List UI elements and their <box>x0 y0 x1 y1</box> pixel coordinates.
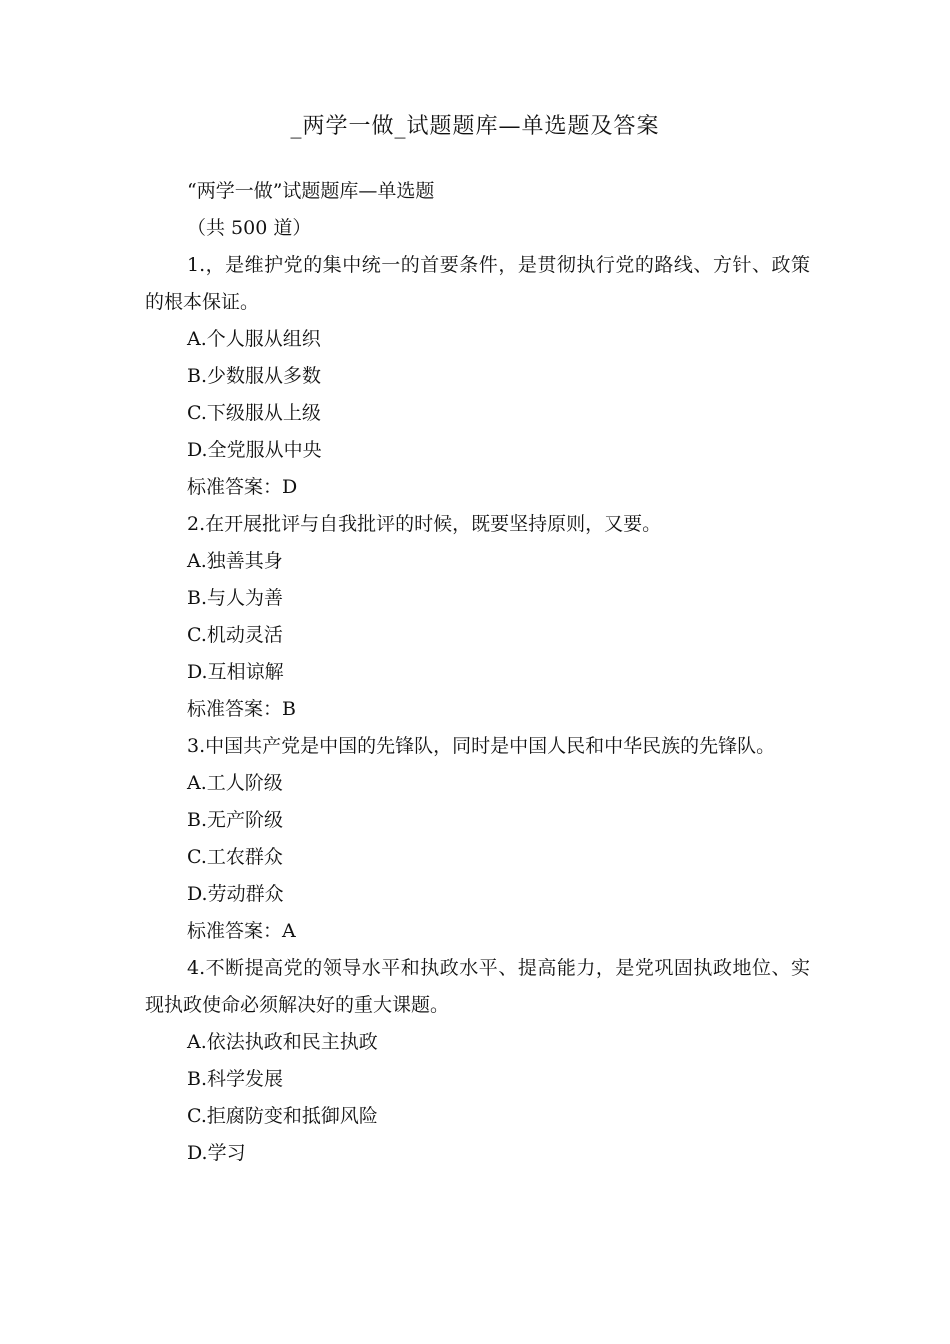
option-a: A.独善其身 <box>187 550 283 572</box>
document-subtitle: “两学一做”试题题库—单选题 <box>187 180 435 202</box>
question-count-note: （共 500 道） <box>187 217 312 239</box>
option-b: B.科学发展 <box>187 1068 284 1090</box>
question-stem: 3.中国共产党是中国的先锋队，同时是中国人民和中华民族的先锋队。 <box>187 735 776 757</box>
option-b: B.无产阶级 <box>187 809 284 831</box>
option-a: A.依法执政和民主执政 <box>187 1031 378 1053</box>
answer-key: 标准答案：B <box>187 698 296 720</box>
option-b: B.少数服从多数 <box>187 365 322 387</box>
option-c: C.下级服从上级 <box>187 402 321 424</box>
option-b: B.与人为善 <box>187 587 284 609</box>
document-title: _两学一做_试题题库—单选题及答案 <box>290 114 660 139</box>
answer-key: 标准答案：D <box>187 476 298 498</box>
option-a: A.工人阶级 <box>187 772 283 794</box>
option-c: C.拒腐防变和抵御风险 <box>187 1105 378 1127</box>
question-stem: 4.不断提高党的领导水平和执政水平、提高能力，是党巩固执政地位、实现执政使命必须解决好的重大课题。 <box>145 957 810 1016</box>
option-c: C.工农群众 <box>187 846 283 868</box>
option-d: D.学习 <box>187 1142 246 1164</box>
option-c: C.机动灵活 <box>187 624 283 646</box>
option-a: A.个人服从组织 <box>187 328 321 350</box>
option-d: D.全党服从中央 <box>187 439 322 461</box>
answer-key: 标准答案：A <box>187 920 296 942</box>
question-stem: 2.在开展批评与自我批评的时候，既要坚持原则，又要。 <box>187 513 662 535</box>
question-stem: 1.，是维护党的集中统一的首要条件，是贯彻执行党的路线、方针、政策的根本保证。 <box>145 254 810 313</box>
option-d: D.互相谅解 <box>187 661 284 683</box>
option-d: D.劳动群众 <box>187 883 284 905</box>
document-body <box>145 173 810 1172</box>
